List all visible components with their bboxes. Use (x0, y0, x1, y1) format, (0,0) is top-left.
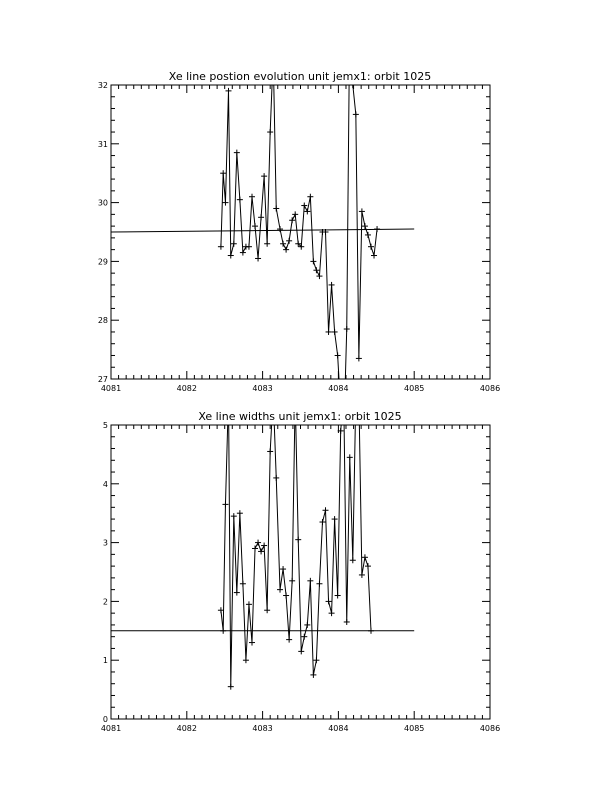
top-x-tick-label: 4085 (404, 384, 425, 393)
top-data-point (277, 226, 283, 232)
top-data-point (264, 241, 270, 247)
top-chart-title: Xe line postion evolution unit jemx1: orbit 1025 (168, 70, 432, 83)
top-reference-line (111, 229, 414, 232)
top-data-point (252, 223, 258, 229)
top-data-point (218, 244, 224, 250)
bottom-data-point (225, 393, 231, 399)
bottom-x-tick-label: 4081 (100, 724, 122, 733)
bottom-y-tick-label: 5 (102, 421, 108, 430)
top-data-point (371, 253, 377, 259)
bottom-y-tick-label: 4 (102, 479, 108, 489)
bottom-data-point (240, 581, 246, 587)
top-plot-frame (111, 85, 490, 379)
bottom-data-point (310, 672, 316, 678)
bottom-y-tick-label: 3 (102, 538, 108, 548)
top-data-point (356, 355, 362, 361)
bottom-data-point (277, 587, 283, 593)
bottom-data-point (292, 393, 298, 399)
top-data-point (332, 329, 338, 335)
bottom-data-point (261, 543, 267, 549)
top-data-point (374, 226, 380, 232)
bottom-chart-title: Xe line widths unit jemx1: orbit 1025 (198, 410, 402, 423)
bottom-y-tick-label: 1 (102, 656, 108, 666)
top-data-point (326, 329, 332, 335)
bottom-data-point (228, 684, 234, 690)
top-data-point (240, 250, 246, 256)
bottom-data-point (335, 593, 341, 599)
bottom-chart (101, 393, 500, 733)
bottom-data-point (347, 454, 353, 460)
top-data-point (255, 255, 261, 261)
top-chart (98, 11, 500, 440)
top-data-point (234, 150, 240, 156)
top-data-point (270, 53, 276, 59)
top-data-point (301, 203, 307, 209)
top-data-point (313, 267, 319, 273)
bottom-data-point (295, 537, 301, 543)
bottom-data-point (267, 448, 273, 454)
bottom-data-point (270, 393, 276, 399)
top-y-tick-label: 29 (97, 257, 108, 267)
top-y-tick-label: 28 (97, 316, 108, 326)
bottom-x-tick-label: 4083 (252, 724, 273, 733)
top-data-point (225, 88, 231, 94)
bottom-data-point (323, 507, 329, 513)
bottom-data-point (243, 657, 249, 663)
bottom-data-point (316, 581, 322, 587)
top-data-point (347, 11, 353, 17)
top-data-point (220, 170, 226, 176)
top-data-point (231, 241, 237, 247)
bottom-data-point (359, 572, 365, 578)
bottom-data-point (365, 563, 371, 569)
bottom-data-point (304, 622, 310, 628)
top-data-point (329, 282, 335, 288)
bottom-data-point (252, 545, 258, 551)
bottom-data-point (326, 598, 332, 604)
top-x-tick-label: 4082 (176, 384, 197, 393)
top-data-point (368, 244, 374, 250)
top-data-point (273, 205, 279, 211)
top-x-tick-label: 4084 (328, 384, 349, 393)
bottom-x-tick-label: 4086 (479, 724, 501, 733)
bottom-y-tick-label: 0 (102, 715, 108, 724)
bottom-x-tick-label: 4085 (404, 724, 425, 733)
top-data-point (307, 194, 313, 200)
top-data-point (341, 435, 347, 441)
top-data-point (222, 200, 228, 206)
bottom-y-tick-label: 2 (102, 597, 108, 607)
top-data-point (316, 273, 322, 279)
bottom-data-point (258, 548, 264, 554)
top-data-point (289, 217, 295, 223)
bottom-data-point (273, 475, 279, 481)
bottom-data-point (218, 607, 224, 613)
bottom-x-tick-label: 4084 (328, 724, 349, 733)
bottom-data-point (301, 634, 307, 640)
top-data-point (237, 197, 243, 203)
top-y-tick-label: 30 (97, 198, 108, 208)
bottom-data-point (249, 640, 255, 646)
top-data-point (365, 232, 371, 238)
top-data-point (304, 208, 310, 214)
bottom-data-point (237, 510, 243, 516)
bottom-data-point (298, 648, 304, 654)
top-y-tick-label: 32 (97, 81, 108, 90)
bottom-plot-area (101, 393, 500, 733)
bottom-data-point (329, 610, 335, 616)
top-data-point (335, 352, 341, 358)
bottom-plot-frame (111, 425, 490, 719)
top-data-point (228, 253, 234, 259)
top-data-point (261, 173, 267, 179)
bottom-data-point (368, 628, 374, 634)
top-data-point (286, 238, 292, 244)
bottom-data-point (350, 557, 356, 563)
bottom-data-point (353, 393, 359, 399)
top-data-point (267, 129, 273, 135)
bottom-data-point (222, 501, 228, 507)
top-data-point (283, 247, 289, 253)
top-data-point (246, 244, 252, 250)
bottom-data-point (286, 637, 292, 643)
top-data-point (362, 223, 368, 229)
top-x-tick-label: 4086 (479, 384, 501, 393)
bottom-data-point (307, 578, 313, 584)
bottom-data-point (356, 393, 362, 399)
bottom-data-point (234, 590, 240, 596)
bottom-data-point (362, 554, 368, 560)
bottom-data-point (280, 566, 286, 572)
bottom-data-point (332, 516, 338, 522)
bottom-data-point (344, 619, 350, 625)
top-data-point (249, 194, 255, 200)
bottom-data-point (264, 607, 270, 613)
bottom-data-point (220, 628, 226, 634)
top-data-point (359, 208, 365, 214)
top-data-point (344, 326, 350, 332)
bottom-data-layer (111, 393, 414, 690)
bottom-data-point (341, 393, 347, 399)
top-x-tick-label: 4081 (100, 384, 122, 393)
top-x-tick-label: 4083 (252, 384, 273, 393)
bottom-data-point (231, 513, 237, 519)
bottom-data-point (255, 540, 261, 546)
bottom-data-point (283, 593, 289, 599)
top-data-point (258, 214, 264, 220)
top-data-point (353, 111, 359, 117)
top-y-tick-label: 31 (97, 139, 108, 149)
top-data-point (292, 211, 298, 217)
top-y-tick-label: 27 (97, 375, 108, 384)
bottom-data-point (246, 601, 252, 607)
bottom-data-point (289, 578, 295, 584)
bottom-data-point (313, 657, 319, 663)
top-data-point (310, 258, 316, 264)
bottom-x-tick-label: 4082 (176, 724, 197, 733)
top-data-point (280, 241, 286, 247)
bottom-series-line (221, 396, 371, 687)
bottom-data-point (319, 519, 325, 525)
